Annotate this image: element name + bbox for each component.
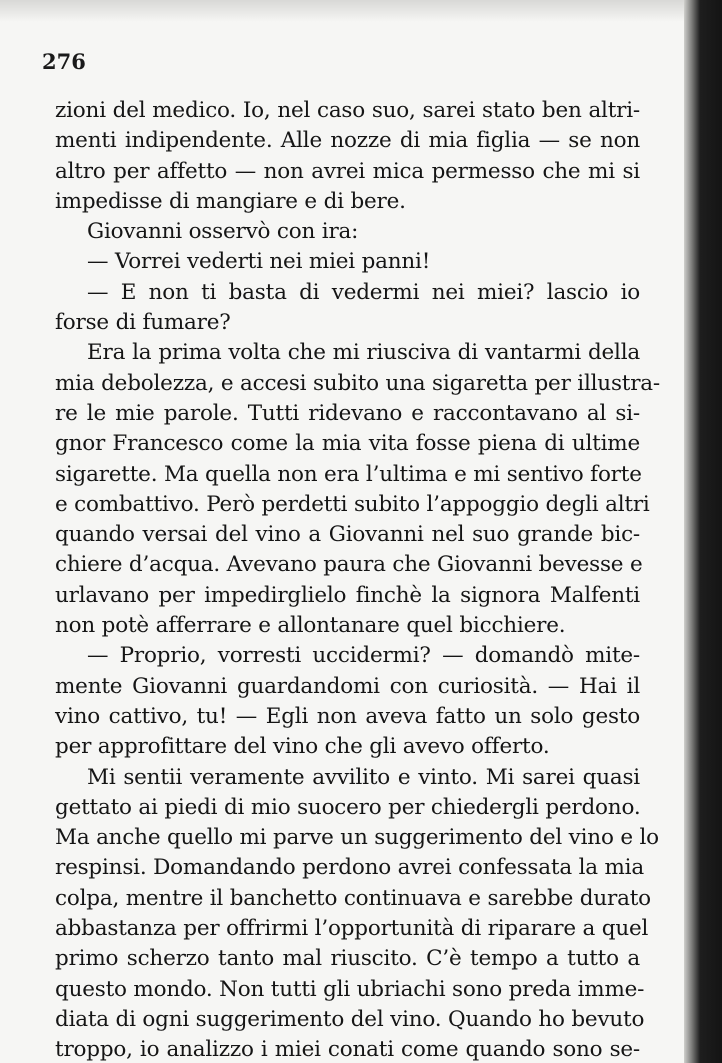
text-line: vino cattivo, tu! — Egli non aveva fatto un solo gesto [55,703,640,729]
text-line: sigarette. Ma quella non era l’ultima e mi sentivo forte [55,461,642,487]
text-line: gnor Francesco come la mia vita fosse piena di ultime [55,431,640,457]
text-line: diata di ogni suggerimento del vino. Quando ho bevuto [55,1006,645,1032]
text-line: Giovanni osservò con ira: [87,219,359,245]
text-line: respinsi. Domandando perdono avrei confessata la mia [55,855,644,881]
text-line: gettato ai piedi di mio suocero per chiedergli perdono. [55,794,641,820]
text-line: impedisse di mangiare e di bere. [55,188,406,214]
text-line: Ma anche quello mi parve un suggerimento del vino e lo [55,825,659,851]
scan-top-shadow [0,0,722,22]
text-line: questo mondo. Non tutti gli ubriachi sono preda imme- [55,976,645,1002]
text-line: forse di fumare? [55,310,231,336]
text-line: altro per affetto — non avrei mica permesso che mi si [55,158,640,184]
text-line: mente Giovanni guardandomi con curiosità. — Hai il [55,673,640,699]
text-line: mia debolezza, e accesi subito una sigaretta per illustra- [55,370,660,396]
text-line: e combattivo. Però perdetti subito l’appoggio degli altri [55,491,650,517]
text-line: quando versai del vino a Giovanni nel suo grande bic- [55,522,640,548]
text-line: colpa, mentre il banchetto continuava e sarebbe durato [55,885,651,911]
text-line: non potè afferrare e allontanare quel bicchiere. [55,613,566,639]
text-line: troppo, io analizzo i miei conati come quando sono se- [55,1037,640,1063]
text-line: zioni del medico. Io, nel caso suo, sarei stato ben altri- [55,98,640,123]
text-line: menti indipendente. Alle nozze di mia figlia — se non [55,128,640,154]
book-gutter [684,0,722,1063]
text-line: — Vorrei vederti nei miei panni! [87,249,431,275]
text-line: — Proprio, vorresti uccidermi? — domandò mite- [87,643,640,669]
text-line: — E non ti basta di vedermi nei miei? lascio io [87,279,640,305]
text-line: Mi sentii veramente avvilito e vinto. Mi sarei quasi [87,764,640,790]
text-line: Era la prima volta che mi riusciva di vantarmi della [87,340,640,366]
text-line: re le mie parole. Tutti ridevano e raccontavano al si- [55,400,640,426]
text-line: urlavano per impedirglielo finchè la signora Malfenti [55,582,640,608]
text-line: chiere d’acqua. Avevano paura che Giovanni bevesse e [55,552,643,578]
text-line: abbastanza per offrirmi l’opportunità di riparare a quel [55,916,649,942]
text-line: per approfittare del vino che gli avevo offerto. [55,734,550,760]
page-number: 276 [42,49,86,74]
body-text [55,96,660,1063]
text-line: primo scherzo tanto mal riuscito. C’è tempo a tutto a [55,946,640,972]
